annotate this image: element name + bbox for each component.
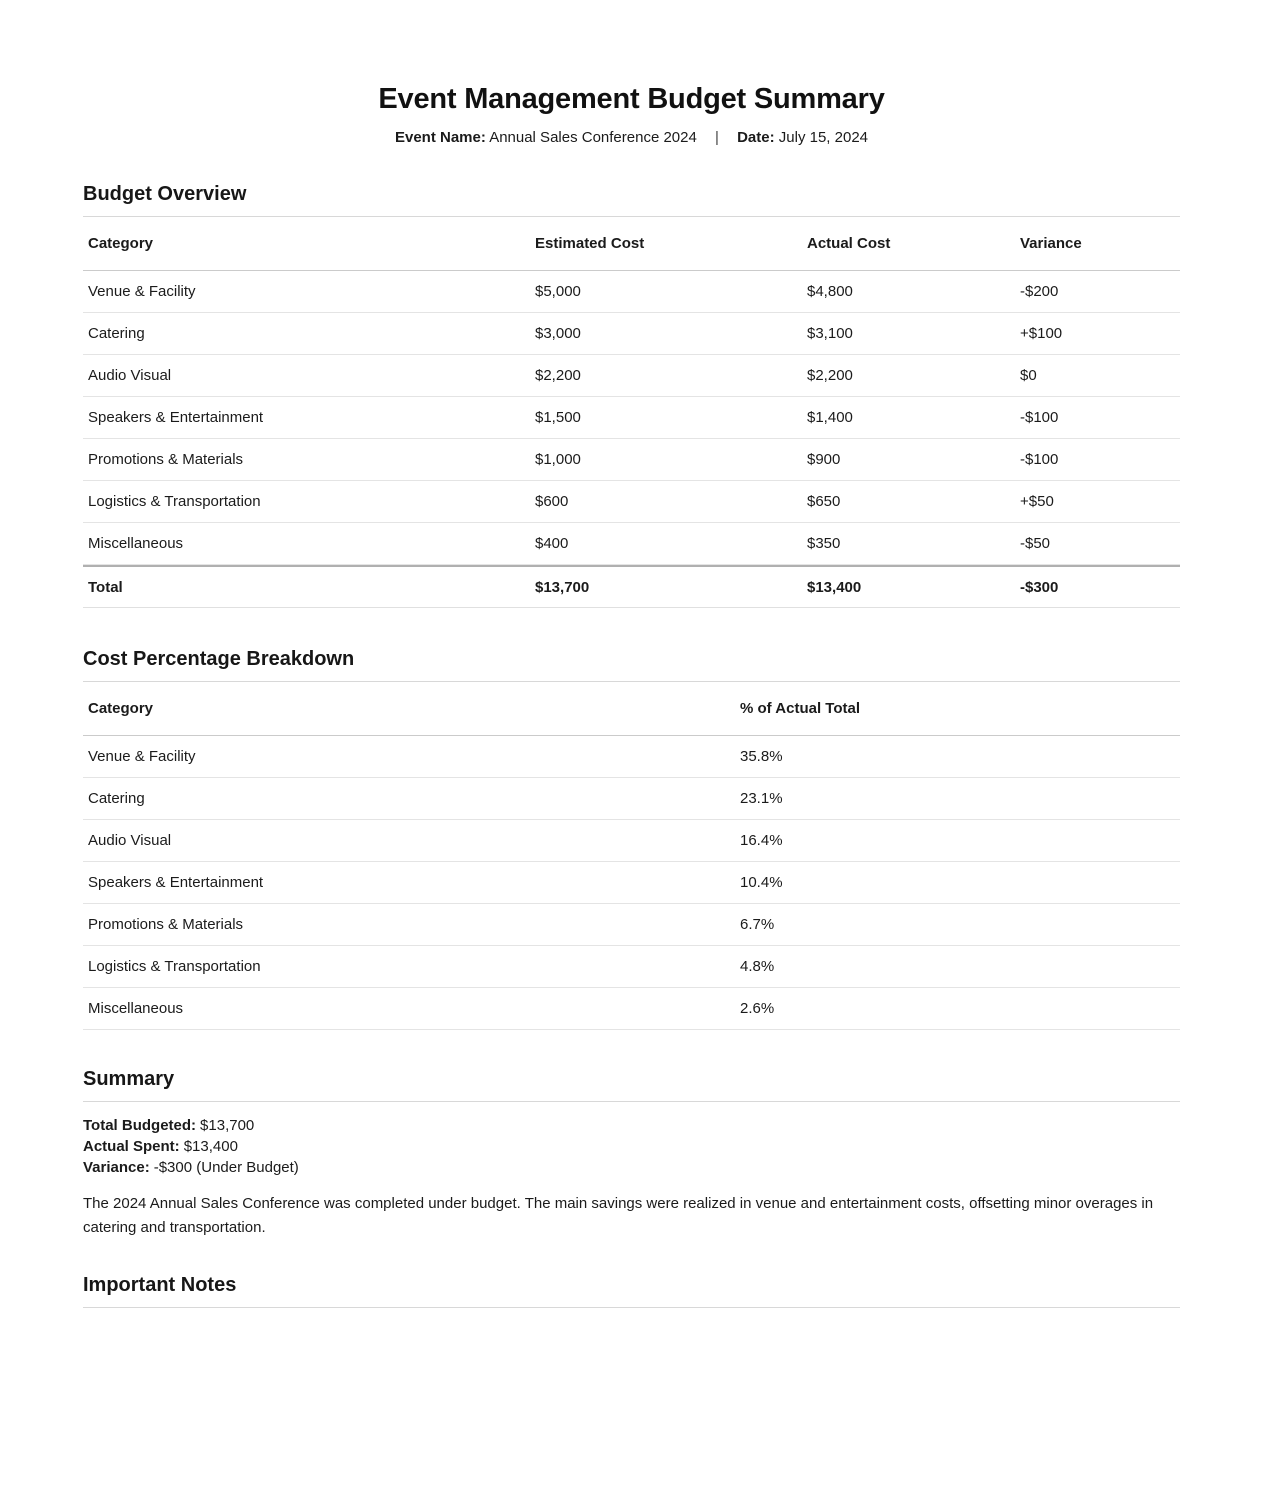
table-total-row bbox=[83, 565, 1180, 608]
table-row bbox=[83, 271, 1180, 313]
summary-value: -$300 (Under Budget) bbox=[153, 1159, 299, 1176]
cell-percent: 10.4% bbox=[740, 874, 783, 891]
summary-label: Variance: bbox=[83, 1159, 150, 1176]
cell-actual: $2,200 bbox=[807, 367, 853, 384]
total-estimated: $13,700 bbox=[535, 578, 590, 596]
table-row bbox=[83, 736, 1180, 778]
budget-table-header bbox=[83, 217, 1180, 271]
date-value: July 15, 2024 bbox=[778, 129, 869, 146]
total-actual: $13,400 bbox=[807, 578, 862, 596]
summary-label: Actual Spent: bbox=[83, 1138, 180, 1155]
cell-actual: $4,800 bbox=[807, 283, 853, 300]
cell-category: Catering bbox=[88, 790, 145, 807]
cell-category: Logistics & Transportation bbox=[88, 958, 261, 975]
column-header-category: Category bbox=[88, 700, 154, 717]
table-row bbox=[83, 820, 1180, 862]
cell-category: Miscellaneous bbox=[88, 1000, 184, 1017]
cell-estimated: $3,000 bbox=[535, 325, 581, 342]
table-row bbox=[83, 904, 1180, 946]
table-row bbox=[83, 397, 1180, 439]
total-variance: -$300 bbox=[1020, 578, 1059, 596]
column-header-percent: % of Actual Total bbox=[740, 700, 860, 717]
cell-category: Audio Visual bbox=[88, 367, 172, 384]
table-row bbox=[83, 439, 1180, 481]
cell-estimated: $1,000 bbox=[535, 451, 581, 468]
cell-category: Speakers & Entertainment bbox=[88, 409, 264, 426]
summary-heading: Summary bbox=[83, 1068, 1180, 1102]
date-label: Date: bbox=[737, 129, 775, 146]
cell-estimated: $600 bbox=[535, 493, 569, 510]
cell-actual: $1,400 bbox=[807, 409, 853, 426]
cell-category: Logistics & Transportation bbox=[88, 493, 261, 510]
column-header-category: Category bbox=[88, 235, 154, 252]
column-header-estimated: Estimated Cost bbox=[535, 235, 645, 252]
table-row bbox=[83, 988, 1180, 1030]
summary-value: $13,700 bbox=[200, 1117, 255, 1134]
table-row bbox=[83, 946, 1180, 988]
percentage-table-header bbox=[83, 682, 1180, 736]
cell-percent: 6.7% bbox=[740, 916, 775, 933]
summary-items bbox=[83, 1115, 1180, 1178]
event-name-value: Annual Sales Conference 2024 bbox=[489, 129, 697, 146]
cell-category: Speakers & Entertainment bbox=[88, 874, 264, 891]
cell-percent: 2.6% bbox=[740, 1000, 775, 1017]
summary-paragraph: The 2024 Annual Sales Conference was completed under budget. The main savings were realized in venue and entertainment costs, offsetting minor overages in catering and transportation. bbox=[83, 1195, 1154, 1236]
cell-category: Venue & Facility bbox=[88, 748, 196, 765]
table-row bbox=[83, 523, 1180, 565]
cell-category: Miscellaneous bbox=[88, 535, 184, 552]
percentage-table bbox=[83, 682, 1180, 1030]
cell-variance: -$200 bbox=[1020, 283, 1059, 300]
table-row bbox=[83, 778, 1180, 820]
cell-category: Promotions & Materials bbox=[88, 916, 244, 933]
cell-category: Venue & Facility bbox=[88, 283, 196, 300]
meta-separator: | bbox=[715, 129, 719, 146]
cell-estimated: $2,200 bbox=[535, 367, 581, 384]
cell-percent: 35.8% bbox=[740, 748, 783, 765]
event-meta bbox=[83, 129, 1180, 147]
important-notes-heading: Important Notes bbox=[83, 1274, 1180, 1308]
table-row bbox=[83, 481, 1180, 523]
table-row bbox=[83, 313, 1180, 355]
cell-category: Catering bbox=[88, 325, 145, 342]
cell-variance: +$50 bbox=[1020, 493, 1054, 510]
cell-percent: 23.1% bbox=[740, 790, 783, 807]
cell-variance: -$100 bbox=[1020, 451, 1059, 468]
column-header-actual: Actual Cost bbox=[807, 235, 891, 252]
summary-line bbox=[83, 1136, 1180, 1157]
summary-line bbox=[83, 1157, 1180, 1178]
page-title: Event Management Budget Summary bbox=[378, 83, 885, 115]
cell-category: Promotions & Materials bbox=[88, 451, 244, 468]
cell-actual: $650 bbox=[807, 493, 841, 510]
cell-actual: $350 bbox=[807, 535, 841, 552]
cell-actual: $900 bbox=[807, 451, 841, 468]
summary-line bbox=[83, 1115, 1180, 1136]
table-row bbox=[83, 862, 1180, 904]
cell-estimated: $400 bbox=[535, 535, 569, 552]
cell-percent: 4.8% bbox=[740, 958, 775, 975]
budget-overview-heading: Budget Overview bbox=[83, 183, 1180, 217]
budget-table bbox=[83, 217, 1180, 608]
cell-variance: +$100 bbox=[1020, 325, 1063, 342]
table-row bbox=[83, 355, 1180, 397]
cell-percent: 16.4% bbox=[740, 832, 783, 849]
cell-estimated: $5,000 bbox=[535, 283, 581, 300]
cell-variance: $0 bbox=[1020, 367, 1037, 384]
cost-breakdown-heading: Cost Percentage Breakdown bbox=[83, 648, 1180, 682]
cell-category: Audio Visual bbox=[88, 832, 172, 849]
summary-label: Total Budgeted: bbox=[83, 1117, 197, 1134]
cell-variance: -$100 bbox=[1020, 409, 1059, 426]
cell-variance: -$50 bbox=[1020, 535, 1051, 552]
summary-value: $13,400 bbox=[183, 1138, 238, 1155]
cell-estimated: $1,500 bbox=[535, 409, 581, 426]
event-name-label: Event Name: bbox=[394, 129, 486, 146]
column-header-variance: Variance bbox=[1020, 235, 1082, 252]
total-label: Total bbox=[88, 578, 123, 596]
cell-actual: $3,100 bbox=[807, 325, 853, 342]
